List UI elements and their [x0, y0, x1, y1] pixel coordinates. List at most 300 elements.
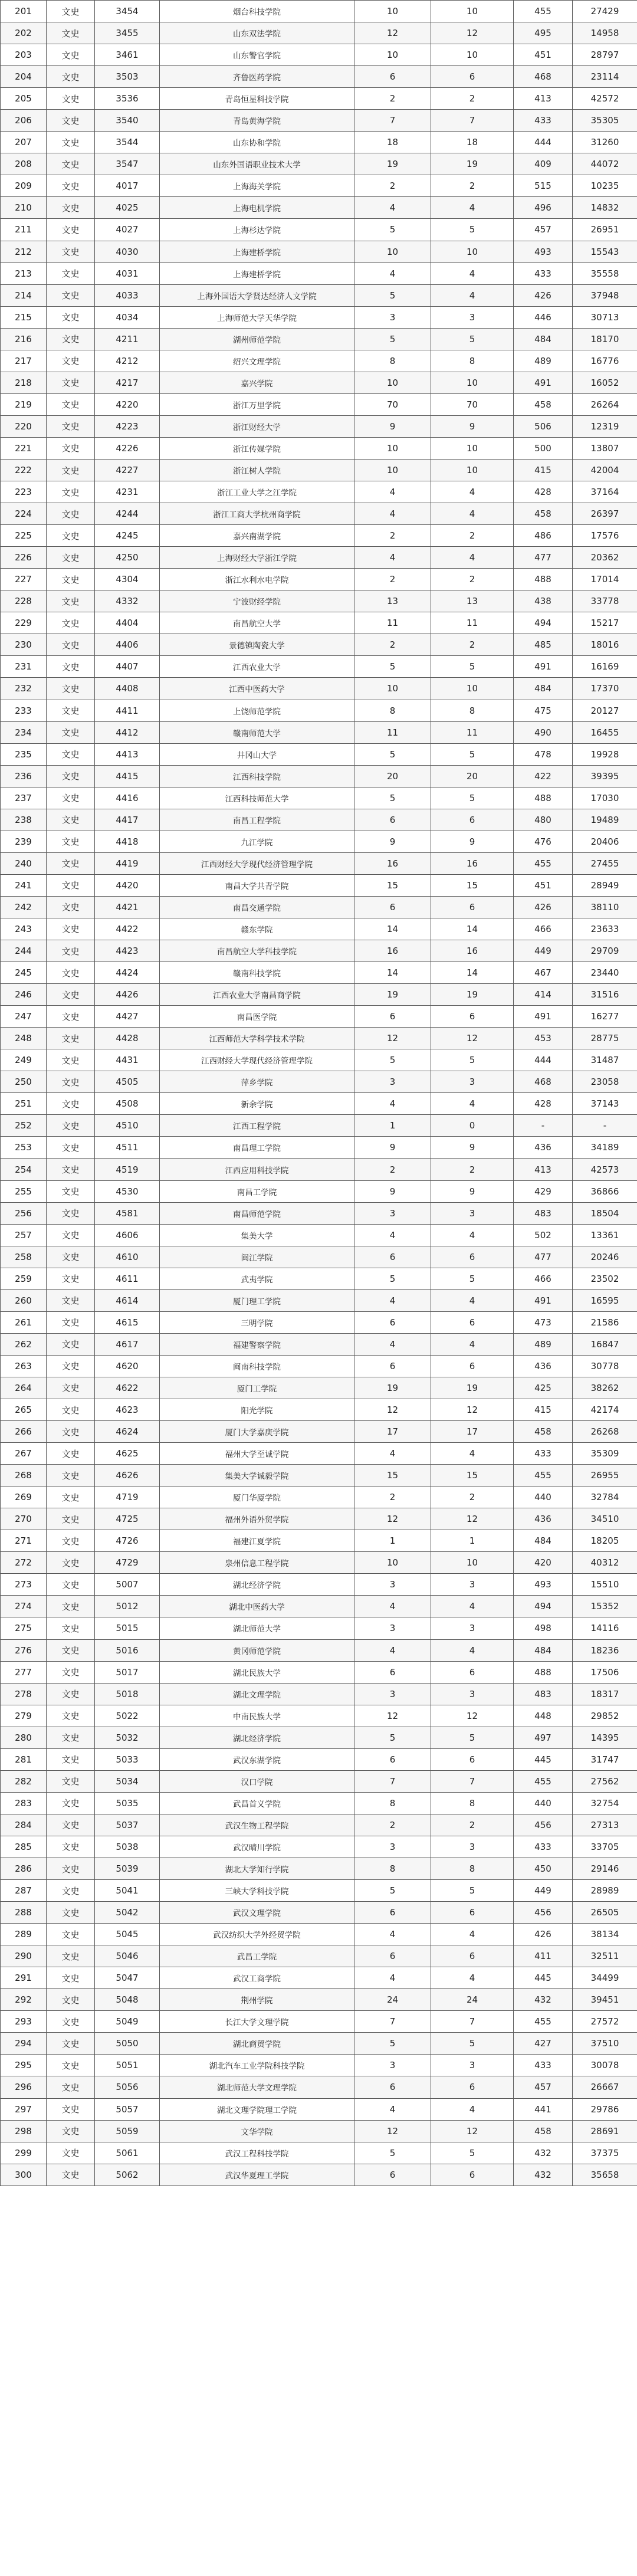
- row-index-cell: 268: [1, 1465, 47, 1486]
- category-cell: 文史: [47, 1355, 95, 1377]
- plan-count-cell: 15: [354, 874, 431, 896]
- plan-count-cell: 4: [354, 1639, 431, 1661]
- row-index-cell: 292: [1, 1989, 47, 2011]
- school-code-cell: 4304: [95, 569, 160, 590]
- admitted-count-cell: 4: [431, 197, 514, 219]
- row-index-cell: 273: [1, 1574, 47, 1596]
- category-cell: 文史: [47, 393, 95, 415]
- min-score-cell: 478: [514, 743, 573, 765]
- school-code-cell: 3461: [95, 44, 160, 66]
- min-score-cell: 436: [514, 1137, 573, 1159]
- min-rank-cell: 23502: [573, 1268, 637, 1289]
- school-code-cell: 4423: [95, 940, 160, 962]
- plan-count-cell: 12: [354, 2120, 431, 2142]
- row-index-cell: 284: [1, 1814, 47, 1836]
- admitted-count-cell: 6: [431, 2076, 514, 2098]
- min-score-cell: 491: [514, 656, 573, 678]
- table-row: [1, 1202, 637, 1224]
- admitted-count-cell: 19: [431, 153, 514, 175]
- school-name-cell: 南昌医学院: [160, 1006, 354, 1028]
- category-cell: 文史: [47, 2164, 95, 2186]
- min-rank-cell: 19489: [573, 809, 637, 831]
- row-index-cell: 291: [1, 1967, 47, 1989]
- min-score-cell: 457: [514, 219, 573, 241]
- category-cell: 文史: [47, 1049, 95, 1071]
- min-score-cell: 456: [514, 1902, 573, 1924]
- table-row: [1, 1530, 637, 1552]
- table-row: [1, 415, 637, 437]
- row-index-cell: 297: [1, 2098, 47, 2120]
- table-row: [1, 2164, 637, 2186]
- row-index-cell: 207: [1, 132, 47, 153]
- min-rank-cell: 32784: [573, 1486, 637, 1508]
- min-rank-cell: 17370: [573, 678, 637, 700]
- min-score-cell: 441: [514, 2098, 573, 2120]
- category-cell: 文史: [47, 1967, 95, 1989]
- plan-count-cell: 12: [354, 22, 431, 44]
- category-cell: 文史: [47, 1858, 95, 1879]
- min-rank-cell: 35558: [573, 262, 637, 284]
- category-cell: 文史: [47, 262, 95, 284]
- admitted-count-cell: 5: [431, 328, 514, 350]
- min-score-cell: 468: [514, 66, 573, 88]
- school-code-cell: 4027: [95, 219, 160, 241]
- school-name-cell: 汉口学院: [160, 1770, 354, 1792]
- category-cell: 文史: [47, 569, 95, 590]
- category-cell: 文史: [47, 2098, 95, 2120]
- school-name-cell: 浙江万里学院: [160, 393, 354, 415]
- plan-count-cell: 9: [354, 1137, 431, 1159]
- table-row: [1, 1552, 637, 1574]
- min-score-cell: 433: [514, 262, 573, 284]
- min-rank-cell: 34189: [573, 1137, 637, 1159]
- school-name-cell: 湖北经济学院: [160, 1574, 354, 1596]
- min-rank-cell: 42573: [573, 1159, 637, 1180]
- min-rank-cell: 32511: [573, 1945, 637, 1967]
- school-name-cell: 武夷学院: [160, 1268, 354, 1289]
- row-index-cell: 290: [1, 1945, 47, 1967]
- category-cell: 文史: [47, 1333, 95, 1355]
- admitted-count-cell: 10: [431, 1, 514, 22]
- min-score-cell: 488: [514, 1661, 573, 1683]
- table-row: [1, 700, 637, 721]
- min-score-cell: 489: [514, 350, 573, 372]
- school-code-cell: 4422: [95, 918, 160, 940]
- row-index-cell: 280: [1, 1727, 47, 1748]
- school-name-cell: 湖北师范大学文理学院: [160, 2076, 354, 2098]
- plan-count-cell: 4: [354, 1596, 431, 1617]
- plan-count-cell: 12: [354, 1508, 431, 1530]
- row-index-cell: 236: [1, 765, 47, 787]
- school-code-cell: 4420: [95, 874, 160, 896]
- school-code-cell: 4719: [95, 1486, 160, 1508]
- min-rank-cell: 20406: [573, 831, 637, 852]
- plan-count-cell: 4: [354, 2098, 431, 2120]
- admitted-count-cell: 5: [431, 1268, 514, 1289]
- category-cell: 文史: [47, 459, 95, 481]
- admitted-count-cell: 10: [431, 372, 514, 393]
- plan-count-cell: 19: [354, 153, 431, 175]
- row-index-cell: 252: [1, 1115, 47, 1137]
- admitted-count-cell: 18: [431, 132, 514, 153]
- row-index-cell: 212: [1, 241, 47, 262]
- school-name-cell: 青岛黄海学院: [160, 110, 354, 132]
- school-name-cell: 厦门华厦学院: [160, 1486, 354, 1508]
- school-code-cell: 5057: [95, 2098, 160, 2120]
- admitted-count-cell: 4: [431, 2098, 514, 2120]
- min-rank-cell: 32754: [573, 1792, 637, 1814]
- table-row: [1, 328, 637, 350]
- plan-count-cell: 6: [354, 809, 431, 831]
- min-rank-cell: 42572: [573, 88, 637, 110]
- min-rank-cell: 38134: [573, 1924, 637, 1945]
- admitted-count-cell: 3: [431, 1617, 514, 1639]
- admitted-count-cell: 14: [431, 962, 514, 984]
- school-code-cell: 4623: [95, 1399, 160, 1421]
- school-code-cell: 4223: [95, 415, 160, 437]
- plan-count-cell: 8: [354, 350, 431, 372]
- school-name-cell: 浙江财经大学: [160, 415, 354, 437]
- table-row: [1, 1, 637, 22]
- min-score-cell: 480: [514, 809, 573, 831]
- school-code-cell: 5056: [95, 2076, 160, 2098]
- min-score-cell: 455: [514, 1770, 573, 1792]
- min-rank-cell: 35658: [573, 2164, 637, 2186]
- min-rank-cell: 10235: [573, 175, 637, 197]
- row-index-cell: 222: [1, 459, 47, 481]
- school-code-cell: 4407: [95, 656, 160, 678]
- admitted-count-cell: 70: [431, 393, 514, 415]
- admitted-count-cell: 6: [431, 1748, 514, 1770]
- table-row: [1, 1443, 637, 1465]
- admitted-count-cell: 2: [431, 1814, 514, 1836]
- school-name-cell: 江西财经大学现代经济管理学院: [160, 852, 354, 874]
- school-name-cell: 南昌工学院: [160, 1180, 354, 1202]
- min-score-cell: 433: [514, 110, 573, 132]
- table-row: [1, 1661, 637, 1683]
- school-code-cell: 4411: [95, 700, 160, 721]
- school-name-cell: 新余学院: [160, 1093, 354, 1115]
- category-cell: 文史: [47, 809, 95, 831]
- school-code-cell: 5046: [95, 1945, 160, 1967]
- row-index-cell: 204: [1, 66, 47, 88]
- admitted-count-cell: 6: [431, 1661, 514, 1683]
- min-rank-cell: 18016: [573, 634, 637, 656]
- admitted-count-cell: 8: [431, 1858, 514, 1879]
- min-score-cell: 458: [514, 1421, 573, 1443]
- min-rank-cell: 27455: [573, 852, 637, 874]
- min-score-cell: 426: [514, 1924, 573, 1945]
- row-index-cell: 258: [1, 1246, 47, 1268]
- table-row: [1, 1880, 637, 1902]
- school-name-cell: 南昌交通学院: [160, 896, 354, 918]
- row-index-cell: 223: [1, 481, 47, 503]
- min-rank-cell: 20127: [573, 700, 637, 721]
- school-name-cell: 山东双法学院: [160, 22, 354, 44]
- min-rank-cell: 19928: [573, 743, 637, 765]
- school-name-cell: 武汉工商学院: [160, 1967, 354, 1989]
- category-cell: 文史: [47, 503, 95, 525]
- min-score-cell: 409: [514, 153, 573, 175]
- min-score-cell: 449: [514, 940, 573, 962]
- table-row: [1, 787, 637, 809]
- min-score-cell: 475: [514, 700, 573, 721]
- category-cell: 文史: [47, 612, 95, 634]
- plan-count-cell: 10: [354, 241, 431, 262]
- plan-count-cell: 13: [354, 590, 431, 612]
- category-cell: 文史: [47, 284, 95, 306]
- category-cell: 文史: [47, 132, 95, 153]
- min-score-cell: 455: [514, 1, 573, 22]
- admitted-count-cell: 10: [431, 437, 514, 459]
- plan-count-cell: 9: [354, 831, 431, 852]
- school-name-cell: 江西农业大学: [160, 656, 354, 678]
- admitted-count-cell: 14: [431, 918, 514, 940]
- min-rank-cell: 37375: [573, 2142, 637, 2164]
- min-score-cell: 445: [514, 1748, 573, 1770]
- category-cell: 文史: [47, 1902, 95, 1924]
- min-score-cell: 415: [514, 1399, 573, 1421]
- row-index-cell: 278: [1, 1683, 47, 1705]
- row-index-cell: 249: [1, 1049, 47, 1071]
- admitted-count-cell: 10: [431, 44, 514, 66]
- admitted-count-cell: 2: [431, 88, 514, 110]
- school-name-cell: 湖北商贸学院: [160, 2033, 354, 2055]
- min-rank-cell: 23440: [573, 962, 637, 984]
- min-score-cell: 473: [514, 1311, 573, 1333]
- category-cell: 文史: [47, 634, 95, 656]
- school-name-cell: 宁波财经学院: [160, 590, 354, 612]
- plan-count-cell: 6: [354, 2076, 431, 2098]
- school-code-cell: 3454: [95, 1, 160, 22]
- min-rank-cell: 33778: [573, 590, 637, 612]
- row-index-cell: 216: [1, 328, 47, 350]
- admitted-count-cell: 4: [431, 481, 514, 503]
- admitted-count-cell: 5: [431, 219, 514, 241]
- plan-count-cell: 2: [354, 1814, 431, 1836]
- school-code-cell: 4404: [95, 612, 160, 634]
- row-index-cell: 285: [1, 1836, 47, 1858]
- table-row: [1, 219, 637, 241]
- school-name-cell: 武汉纺织大学外经贸学院: [160, 1924, 354, 1945]
- category-cell: 文史: [47, 678, 95, 700]
- category-cell: 文史: [47, 1115, 95, 1137]
- school-code-cell: 4427: [95, 1006, 160, 1028]
- school-name-cell: 湖北师范大学: [160, 1617, 354, 1639]
- school-name-cell: 浙江树人学院: [160, 459, 354, 481]
- category-cell: 文史: [47, 1289, 95, 1311]
- min-score-cell: 491: [514, 372, 573, 393]
- table-row: [1, 831, 637, 852]
- min-score-cell: 488: [514, 787, 573, 809]
- plan-count-cell: 4: [354, 1093, 431, 1115]
- school-name-cell: 浙江水利水电学院: [160, 569, 354, 590]
- table-row: [1, 372, 637, 393]
- min-score-cell: 502: [514, 1224, 573, 1246]
- table-row: [1, 1486, 637, 1508]
- category-cell: 文史: [47, 1202, 95, 1224]
- min-rank-cell: 29852: [573, 1705, 637, 1727]
- admitted-count-cell: 5: [431, 787, 514, 809]
- category-cell: 文史: [47, 197, 95, 219]
- min-score-cell: 494: [514, 1596, 573, 1617]
- school-name-cell: 厦门工学院: [160, 1377, 354, 1399]
- min-score-cell: 420: [514, 1552, 573, 1574]
- school-code-cell: 4511: [95, 1137, 160, 1159]
- school-name-cell: 厦门大学嘉庚学院: [160, 1421, 354, 1443]
- school-code-cell: 4025: [95, 197, 160, 219]
- table-row: [1, 656, 637, 678]
- school-code-cell: 4424: [95, 962, 160, 984]
- min-rank-cell: 13807: [573, 437, 637, 459]
- plan-count-cell: 5: [354, 219, 431, 241]
- min-rank-cell: 14395: [573, 1727, 637, 1748]
- row-index-cell: 293: [1, 2011, 47, 2033]
- min-rank-cell: 16169: [573, 656, 637, 678]
- school-name-cell: 武汉工程科技学院: [160, 2142, 354, 2164]
- row-index-cell: 254: [1, 1159, 47, 1180]
- plan-count-cell: 9: [354, 415, 431, 437]
- category-cell: 文史: [47, 1421, 95, 1443]
- min-rank-cell: 16277: [573, 1006, 637, 1028]
- row-index-cell: 298: [1, 2120, 47, 2142]
- plan-count-cell: 5: [354, 2033, 431, 2055]
- plan-count-cell: 3: [354, 2055, 431, 2076]
- admitted-count-cell: 4: [431, 1967, 514, 1989]
- school-code-cell: 4426: [95, 984, 160, 1006]
- school-code-cell: 5015: [95, 1617, 160, 1639]
- min-score-cell: 493: [514, 241, 573, 262]
- school-name-cell: 湖北大学知行学院: [160, 1858, 354, 1879]
- table-row: [1, 350, 637, 372]
- school-name-cell: 福建江夏学院: [160, 1530, 354, 1552]
- row-index-cell: 270: [1, 1508, 47, 1530]
- school-name-cell: 嘉兴学院: [160, 372, 354, 393]
- plan-count-cell: 6: [354, 1311, 431, 1333]
- min-score-cell: 432: [514, 1989, 573, 2011]
- admitted-count-cell: 2: [431, 1486, 514, 1508]
- row-index-cell: 256: [1, 1202, 47, 1224]
- admitted-count-cell: 3: [431, 1071, 514, 1093]
- category-cell: 文史: [47, 1006, 95, 1028]
- plan-count-cell: 6: [354, 896, 431, 918]
- school-code-cell: 4033: [95, 284, 160, 306]
- school-name-cell: 南昌大学共青学院: [160, 874, 354, 896]
- school-name-cell: 上海海关学院: [160, 175, 354, 197]
- school-name-cell: 江西中医药大学: [160, 678, 354, 700]
- min-rank-cell: 30778: [573, 1355, 637, 1377]
- admitted-count-cell: 8: [431, 1792, 514, 1814]
- admitted-count-cell: 3: [431, 1683, 514, 1705]
- school-name-cell: 绍兴文理学院: [160, 350, 354, 372]
- min-rank-cell: 20362: [573, 547, 637, 569]
- plan-count-cell: 17: [354, 1421, 431, 1443]
- row-index-cell: 250: [1, 1071, 47, 1093]
- min-rank-cell: 35305: [573, 110, 637, 132]
- min-rank-cell: 28949: [573, 874, 637, 896]
- category-cell: 文史: [47, 1268, 95, 1289]
- row-index-cell: 253: [1, 1137, 47, 1159]
- school-code-cell: 4611: [95, 1268, 160, 1289]
- table-row: [1, 525, 637, 547]
- category-cell: 文史: [47, 1552, 95, 1574]
- plan-count-cell: 4: [354, 1289, 431, 1311]
- row-index-cell: 281: [1, 1748, 47, 1770]
- min-rank-cell: 37948: [573, 284, 637, 306]
- min-rank-cell: 17576: [573, 525, 637, 547]
- min-score-cell: 497: [514, 1727, 573, 1748]
- category-cell: 文史: [47, 1596, 95, 1617]
- school-name-cell: 文华学院: [160, 2120, 354, 2142]
- row-index-cell: 217: [1, 350, 47, 372]
- plan-count-cell: 5: [354, 1727, 431, 1748]
- table-row: [1, 197, 637, 219]
- category-cell: 文史: [47, 1486, 95, 1508]
- plan-count-cell: 10: [354, 1, 431, 22]
- school-code-cell: 3547: [95, 153, 160, 175]
- min-score-cell: 485: [514, 634, 573, 656]
- school-code-cell: 5007: [95, 1574, 160, 1596]
- min-rank-cell: 37164: [573, 481, 637, 503]
- plan-count-cell: 2: [354, 569, 431, 590]
- school-code-cell: 5039: [95, 1858, 160, 1879]
- admitted-count-cell: 5: [431, 1049, 514, 1071]
- category-cell: 文史: [47, 656, 95, 678]
- category-cell: 文史: [47, 743, 95, 765]
- min-score-cell: 486: [514, 525, 573, 547]
- school-code-cell: 4017: [95, 175, 160, 197]
- school-code-cell: 3544: [95, 132, 160, 153]
- category-cell: 文史: [47, 153, 95, 175]
- plan-count-cell: 5: [354, 787, 431, 809]
- category-cell: 文史: [47, 2120, 95, 2142]
- min-score-cell: 490: [514, 721, 573, 743]
- min-score-cell: 449: [514, 1880, 573, 1902]
- category-cell: 文史: [47, 590, 95, 612]
- admitted-count-cell: 5: [431, 2033, 514, 2055]
- row-index-cell: 259: [1, 1268, 47, 1289]
- plan-count-cell: 3: [354, 306, 431, 328]
- min-score-cell: 491: [514, 1006, 573, 1028]
- plan-count-cell: 2: [354, 634, 431, 656]
- school-name-cell: 江西财经大学现代经济管理学院: [160, 1049, 354, 1071]
- min-score-cell: 433: [514, 2055, 573, 2076]
- table-row: [1, 175, 637, 197]
- table-row: [1, 153, 637, 175]
- school-name-cell: 闽南科技学院: [160, 1355, 354, 1377]
- category-cell: 文史: [47, 852, 95, 874]
- admitted-count-cell: 2: [431, 525, 514, 547]
- school-code-cell: 5050: [95, 2033, 160, 2055]
- admitted-count-cell: 3: [431, 306, 514, 328]
- min-rank-cell: 26268: [573, 1421, 637, 1443]
- min-rank-cell: 33705: [573, 1836, 637, 1858]
- min-score-cell: 427: [514, 2033, 573, 2055]
- school-code-cell: 4421: [95, 896, 160, 918]
- row-index-cell: 220: [1, 415, 47, 437]
- min-score-cell: 436: [514, 1355, 573, 1377]
- admitted-count-cell: 4: [431, 1443, 514, 1465]
- admitted-count-cell: 11: [431, 612, 514, 634]
- row-index-cell: 267: [1, 1443, 47, 1465]
- admitted-count-cell: 11: [431, 721, 514, 743]
- plan-count-cell: 20: [354, 765, 431, 787]
- min-rank-cell: 15510: [573, 1574, 637, 1596]
- min-rank-cell: 38110: [573, 896, 637, 918]
- plan-count-cell: 3: [354, 1202, 431, 1224]
- school-code-cell: 4419: [95, 852, 160, 874]
- min-score-cell: 422: [514, 765, 573, 787]
